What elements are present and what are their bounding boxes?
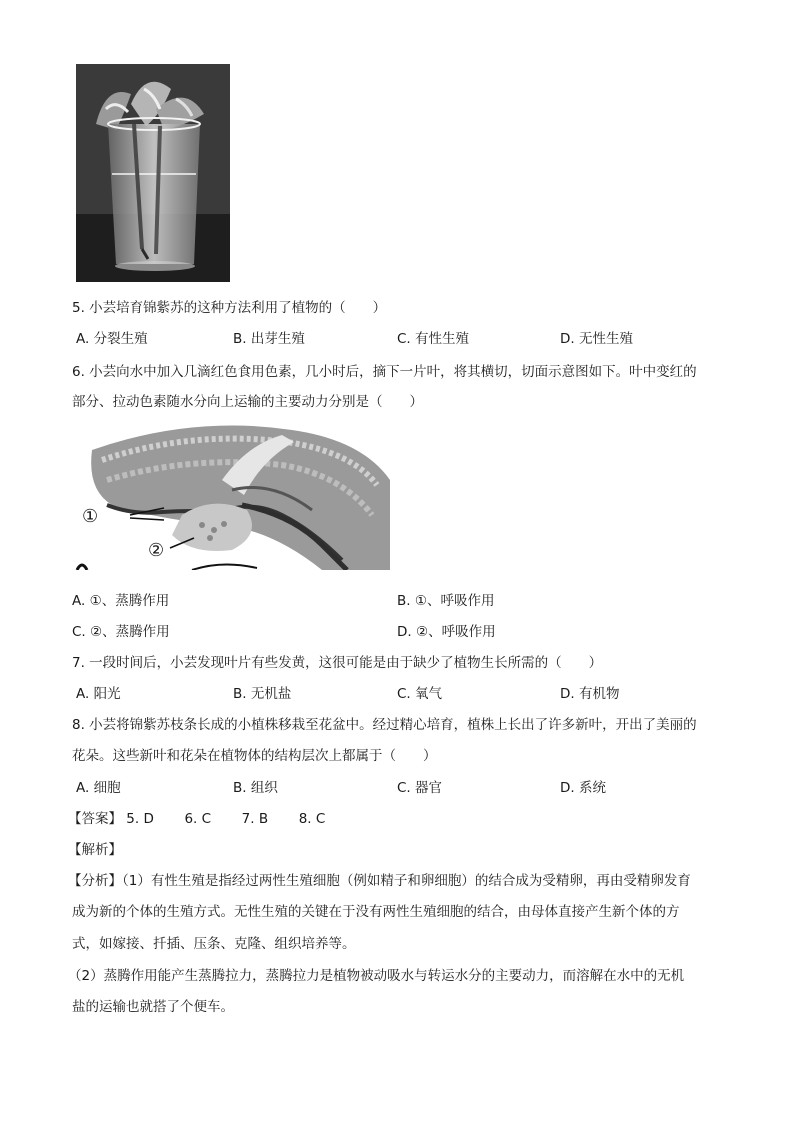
plant-in-water-photo: [76, 64, 230, 282]
q7-option-c: C. 氧气: [397, 686, 443, 702]
q5-option-d: D. 无性生殖: [560, 331, 633, 347]
analysis-p1-line3: 式，如嫁接、扦插、压条、克隆、组织培养等。: [72, 936, 356, 952]
q6-option-c: C. ②、蒸腾作用: [72, 624, 170, 640]
answer-line: [68, 807, 325, 827]
q6-option-a: A. ①、蒸腾作用: [72, 593, 170, 609]
analysis-tag: 【解析】: [68, 842, 122, 858]
question-8-stem-line2: 花朵。这些新叶和花朵在植物体的结构层次上都属于（ ）: [72, 748, 437, 764]
leaf-cross-section-figure: [72, 420, 394, 570]
q5-option-b: B. 出芽生殖: [233, 331, 305, 347]
q7-option-d: D. 有机物: [560, 686, 620, 702]
question-6-stem-line1: 6. 小芸向水中加入几滴红色食用色素，几小时后，摘下一片叶，将其横切，切面示意图如下。叶中变红的: [72, 364, 697, 380]
question-5-stem: 5. 小芸培育锦紫苏的这种方法利用了植物的（ ）: [72, 300, 387, 316]
q5-option-c: C. 有性生殖: [397, 331, 470, 347]
q6-option-d: D. ②、呼吸作用: [397, 624, 496, 640]
analysis-p1-line1: 【分析】（1）有性生殖是指经过两性生殖细胞（例如精子和卵细胞）的结合成为受精卵，再由受精卵发育: [68, 873, 691, 889]
figure-label-1: ①: [82, 506, 99, 527]
answer-item: 8. C: [298, 811, 326, 827]
analysis-p2-line2: 盐的运输也就搭了个便车。: [72, 999, 234, 1015]
q7-option-b: B. 无机盐: [233, 686, 292, 702]
q8-option-c: C. 器官: [397, 780, 443, 796]
analysis-p1-line2: 成为新的个体的生殖方式。无性生殖的关键在于没有两性生殖细胞的结合，由母体直接产生新个体的方: [72, 904, 680, 920]
question-6-stem-line2: 部分、拉动色素随水分向上运输的主要动力分别是（ ）: [72, 394, 423, 410]
answer-item: 5. D: [126, 811, 154, 827]
analysis-sub-tag: 【分析】: [68, 873, 122, 889]
question-7-stem: 7. 一段时间后，小芸发现叶片有些发黄，这很可能是由于缺少了植物生长所需的（ ）: [72, 655, 603, 671]
q5-option-a: A. 分裂生殖: [76, 331, 148, 347]
analysis-p2-line1: （2）蒸腾作用能产生蒸腾拉力，蒸腾拉力是植物被动吸水与转运水分的主要动力，而溶解在水中的无机: [68, 968, 685, 984]
q8-option-b: B. 组织: [233, 780, 278, 796]
answer-item: 7. B: [241, 811, 269, 827]
q7-option-a: A. 阳光: [76, 686, 121, 702]
figure-label-2: ②: [148, 540, 165, 561]
question-8-stem-line1: 8. 小芸将锦紫苏枝条长成的小植株移栽至花盆中。经过精心培育，植株上长出了许多新叶，开出了美丽的: [72, 717, 697, 733]
q6-option-b: B. ①、呼吸作用: [397, 593, 495, 609]
answer-item: 6. C: [184, 811, 212, 827]
q8-option-d: D. 系统: [560, 780, 606, 796]
answer-tag: 【答案】: [68, 811, 122, 827]
q8-option-a: A. 细胞: [76, 780, 121, 796]
